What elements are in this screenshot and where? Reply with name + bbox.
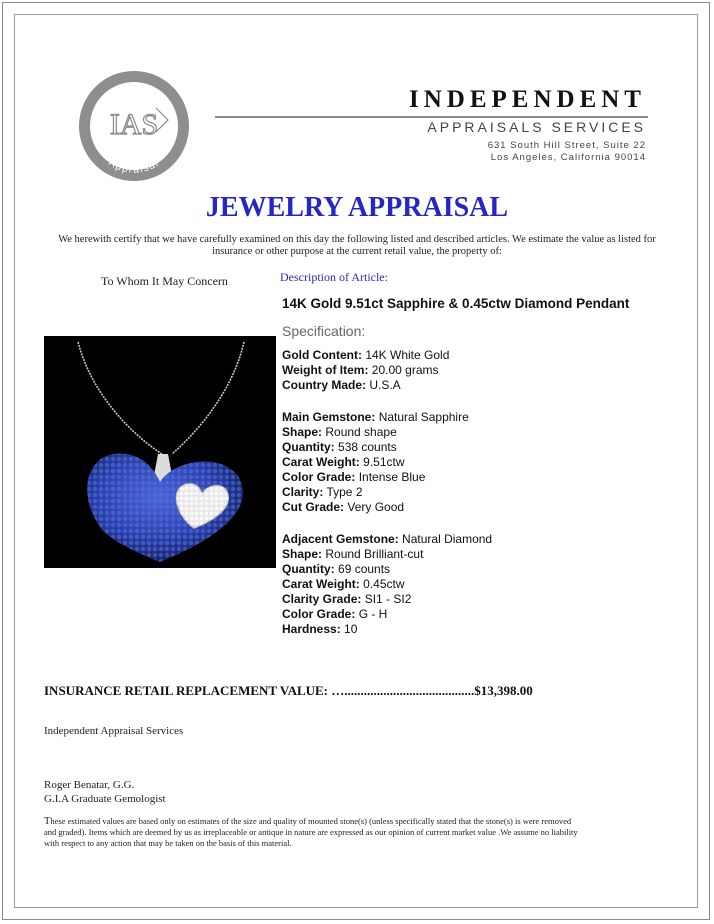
- spec-row: Quantity: 538 counts: [282, 440, 397, 455]
- spec-row: Weight of Item: 20.00 grams: [282, 362, 439, 377]
- pendant-photo: [44, 336, 276, 568]
- appraiser-signature: [44, 778, 166, 806]
- logo-arc-text: Appraisal: [106, 157, 162, 176]
- spec-row: Shape: Round shape: [282, 425, 397, 440]
- disclaimer-text: hese estimated values are based only on estimates of the size and quality of mounted stone(s) (unless specifically stated that the stone(s) is were removed and graded). Items which are deemed by us as irreplaceable or antique in nature are expressed as our opinion of current market value .We assume no liability with respect to any action that may be taken on the basis of this material.: [44, 816, 578, 848]
- spec-row: Color Grade: G - H: [282, 606, 388, 621]
- footer-company: Independent Appraisal Services: [44, 725, 184, 737]
- spec-row: Quantity: 69 counts: [282, 561, 391, 576]
- certification-text: We herewith certify that we have carefully examined on this day the following listed and described articles. We estimate the value as listed for insurance or other purpose at the current retail value, the property of:: [58, 234, 656, 257]
- spec-row: Shape: Round Brilliant-cut: [282, 546, 424, 561]
- description-label: Description of Article:: [280, 270, 388, 284]
- company-address: [488, 140, 646, 164]
- spec-row: Country Made: U.S.A: [282, 377, 401, 392]
- logo-letters: IAS: [109, 108, 159, 141]
- item-title: 14K Gold 9.51ct Sapphire & 0.45ctw Diamond Pendant: [282, 296, 630, 311]
- main-gem-specs: [282, 410, 492, 514]
- specifications: [282, 348, 492, 636]
- spec-row: Clarity: Type 2: [282, 484, 363, 499]
- disclaimer: [44, 816, 584, 849]
- brand-header: [260, 86, 646, 163]
- company-subtitle: APPRAISALS SERVICES: [427, 119, 646, 135]
- spec-row: Adjacent Gemstone: Natural Diamond: [282, 532, 493, 547]
- spec-row: Carat Weight: 0.45ctw: [282, 576, 405, 591]
- spec-row: Carat Weight: 9.51ctw: [282, 454, 405, 469]
- spec-row: Cut Grade: Very Good: [282, 499, 405, 514]
- brand-divider: [215, 116, 648, 118]
- specification-label: Specification:: [282, 323, 366, 339]
- company-name: INDEPENDENT: [409, 86, 646, 113]
- address-line-1: 631 South Hill Street, Suite 22: [487, 140, 646, 151]
- spec-row: Hardness: 10: [282, 621, 358, 636]
- spec-row: Main Gemstone: Natural Sapphire: [282, 410, 469, 425]
- appraiser-name: Roger Benatar, G.G.: [44, 779, 135, 791]
- recipient: To Whom It May Concern: [101, 274, 228, 288]
- spec-row: Clarity Grade: SI1 - SI2: [282, 591, 412, 606]
- spec-row: Color Grade: Intense Blue: [282, 469, 426, 484]
- adjacent-gem-specs: [282, 532, 492, 636]
- appraiser-title: G.I.A Graduate Gemologist: [44, 793, 166, 805]
- insurance-value: INSURANCE RETAIL REPLACEMENT VALUE: …........................................$13,398.00: [44, 683, 533, 698]
- address-line-2: Los Angeles, California 90014: [490, 152, 646, 163]
- disclaimer-initial: T: [44, 816, 51, 827]
- ias-logo: [76, 68, 192, 184]
- metal-specs: [282, 348, 492, 393]
- document-title: JEWELRY APPRAISAL: [205, 192, 509, 223]
- spec-row: Gold Content: 14K White Gold: [282, 348, 450, 362]
